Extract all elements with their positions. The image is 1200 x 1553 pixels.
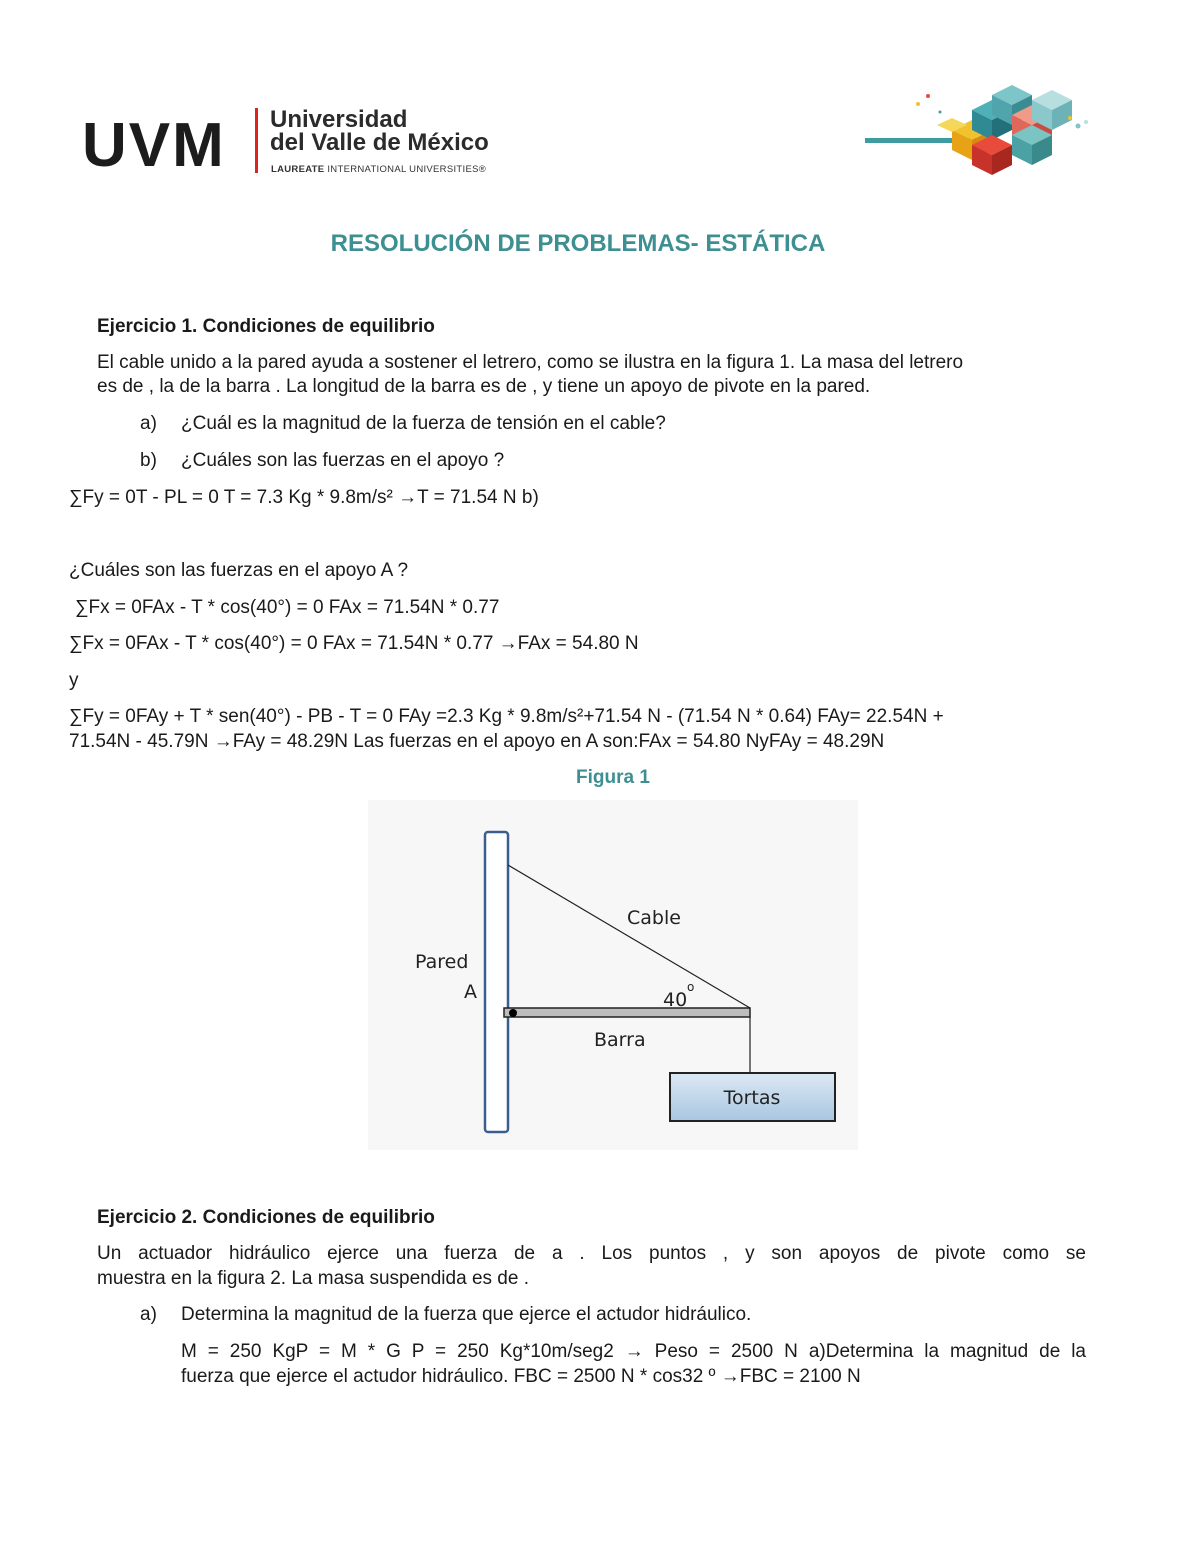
- question-b-text: ¿Cuáles son las fuerzas en el apoyo ?: [181, 450, 505, 471]
- equation-sum-fx-1: ∑Fx = 0FAx - T * cos(40°) = 0 FAx = 71.54N * 0.77: [75, 597, 500, 618]
- label-tortas: Tortas: [723, 1087, 781, 1109]
- equation-sum-fy-line1: ∑Fy = 0FAy + T * sen(40°) - PB - T = 0 FAy =2.3 Kg * 9.8m/s²+71.54 N - (71.54 N * 0.64) FAy= 22.54N +: [69, 706, 944, 727]
- equation-sum-fy-line2: 71.54N - 45.79N →FAy = 48.29N Las fuerzas en el apoyo en A son:FAx = 54.80 NyFAy = 48.29N: [69, 731, 885, 752]
- figure-1-diagram: [368, 800, 858, 1150]
- decorative-cubes-graphic: [862, 80, 1092, 180]
- exercise-2-heading: Ejercicio 2. Condiciones de equilibrio: [97, 1207, 435, 1228]
- logo-university-line2: del Valle de México: [270, 129, 489, 156]
- question-b-label: b): [140, 450, 157, 471]
- wall-shape: [485, 832, 508, 1132]
- logo-separator: [255, 108, 258, 173]
- conjunction-y: y: [69, 670, 79, 691]
- page-title: RESOLUCIÓN DE PROBLEMAS- ESTÁTICA: [330, 230, 826, 257]
- exercise-2-answer-line2: fuerza que ejerce el actudor hidráulico. FBC = 2500 N * cos32 º →FBC = 2100 N: [181, 1366, 861, 1387]
- exercise-1-intro-line2: es de , la de la barra . La longitud de la barra es de , y tiene un apoyo de pivote en la pared.: [97, 376, 871, 397]
- exercise-1-heading: Ejercicio 1. Condiciones de equilibrio: [97, 316, 435, 337]
- label-pared: Pared: [415, 951, 469, 973]
- exercise-2-intro-line2: muestra en la figura 2. La masa suspendida es de .: [97, 1268, 529, 1289]
- pivot-point: [509, 1009, 517, 1017]
- label-cable: Cable: [627, 907, 681, 929]
- exercise-1-intro-line1: El cable unido a la pared ayuda a sostener el letrero, como se ilustra en la figura 1. La masa del letrero: [97, 352, 964, 373]
- label-a: A: [464, 981, 477, 1003]
- uvm-logo-wordmark: UVM: [82, 111, 226, 180]
- label-degree: o: [687, 980, 695, 994]
- question-a-label: a): [140, 413, 157, 434]
- question-a-text: ¿Cuál es la magnitud de la fuerza de tensión en el cable?: [181, 413, 666, 434]
- bar-shape: [504, 1008, 750, 1017]
- exercise-2-intro-line1: Un actuador hidráulico ejerce una fuerza de a . Los puntos , y son apoyos de pivote como se: [97, 1243, 1086, 1264]
- figure-1-caption: Figura 1: [576, 767, 650, 788]
- equation-sum-fx-2: ∑Fx = 0FAx - T * cos(40°) = 0 FAx = 71.54N * 0.77 →FAx = 54.80 N: [69, 633, 639, 654]
- label-barra: Barra: [594, 1029, 646, 1051]
- logo-laureate: LAUREATE INTERNATIONAL UNIVERSITIES®: [271, 164, 487, 175]
- question-support-a: ¿Cuáles son las fuerzas en el apoyo A ?: [69, 560, 409, 581]
- exercise-2-question-a-label: a): [140, 1304, 157, 1325]
- exercise-2-answer-line1: M = 250 KgP = M * G P = 250 Kg*10m/seg2 → Peso = 2500 N a)Determina la magnitud de la: [181, 1341, 1086, 1362]
- equation-sum-fy-tension: ∑Fy = 0T - PL = 0 T = 7.3 Kg * 9.8m/s² →T = 71.54 N b): [69, 487, 539, 508]
- logo-university-line1: Universidad: [270, 106, 408, 133]
- label-angle: 40: [663, 989, 688, 1011]
- exercise-2-question-a-text: Determina la magnitud de la fuerza que ejerce el actudor hidráulico.: [181, 1304, 752, 1325]
